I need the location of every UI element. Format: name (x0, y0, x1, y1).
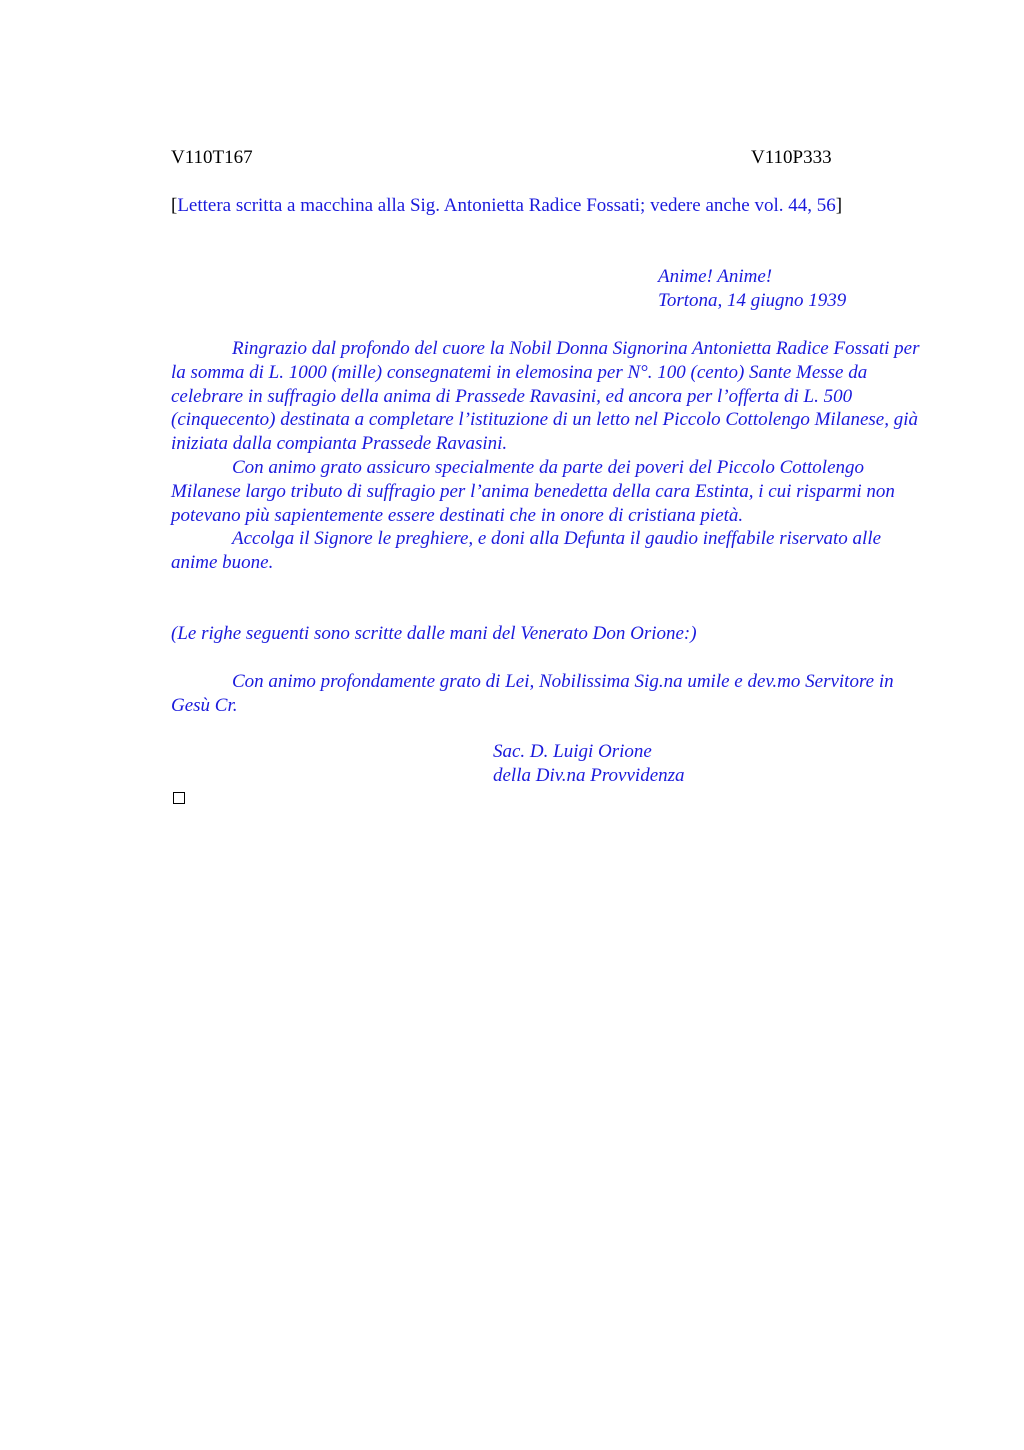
signature-name: Sac. D. Luigi Orione (493, 741, 652, 762)
handwritten-note: (Le righe seguenti sono scritte dalle mani del Venerato Don Orione:) (171, 623, 697, 644)
letter-motto: Anime! Anime! (658, 266, 773, 287)
letter-paragraph: Ringrazio dal profondo del cuore la Nobil Donna Signorina Antonietta Radice Fossati per la somma di L. 1000 (mille) consegnatemi in elemosina per N°. 100 (cento) Sante Messe da celebrare in suffragio della anima di Prassede Ravasini, ed ancora per l’offerta di L. 500 (cinquecento) destinata a completare l’istituzione di un letto nel Piccolo Cottolengo Milanese, già iniziata dalla compianta Prassede Ravasini. (171, 338, 920, 455)
closing-section (171, 670, 931, 718)
letter-place-date: Tortona, 14 giugno 1939 (658, 290, 847, 311)
editorial-note (171, 195, 842, 217)
reference-code-right: V110P333 (751, 147, 832, 168)
note-text: Lettera scritta a macchina alla Sig. Antonietta Radice Fossati; vedere anche vol. 44, 56 (177, 195, 836, 216)
end-marker-box-icon (173, 792, 185, 804)
reference-code-left: V110T167 (171, 147, 253, 168)
note-open-bracket: [ (171, 195, 178, 216)
note-close-bracket: ] (835, 195, 843, 216)
letter-body (171, 337, 931, 575)
closing-paragraph: Con animo profondamente grato di Lei, Nobilissima Sig.na umile e dev.mo Servitore in Gesù Cr. (171, 671, 894, 716)
letter-paragraph: Con animo grato assicuro specialmente da parte dei poveri del Piccolo Cottolengo Milanese largo tributo di suffragio per l’anima benedetta della cara Estinta, i cui risparmi non potevano più sapientemente essere destinati che in onore di cristiana pietà. (171, 456, 895, 526)
letter-paragraph: Accolga il Signore le preghiere, e doni alla Defunta il gaudio ineffabile riservato alle anime buone. (171, 528, 882, 574)
signature-role: della Div.na Provvidenza (493, 765, 685, 786)
